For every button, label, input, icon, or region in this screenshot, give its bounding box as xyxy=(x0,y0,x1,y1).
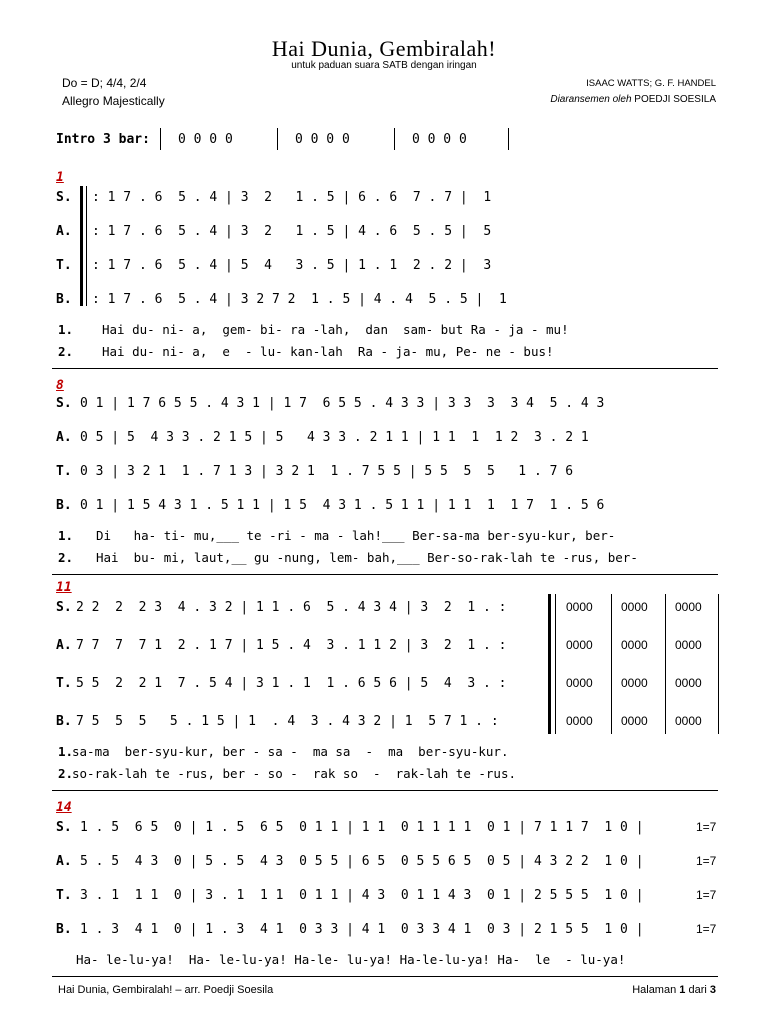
system-number: 1 xyxy=(56,170,64,185)
page-of-label: dari xyxy=(688,984,707,996)
end-key-change: 1=7 xyxy=(696,820,717,834)
bass-notes: : 1 7 . 6 5 . 4 | 3 2 7 2 1 . 5 | 4 . 4 5 . 5 | 1 xyxy=(92,292,507,307)
barline xyxy=(277,128,278,150)
voice-label-bass: B. xyxy=(56,714,72,729)
page-title: Hai Dunia, Gembiralah! xyxy=(271,36,497,61)
voice-label-soprano: S. xyxy=(56,600,72,615)
footer-title: Hai Dunia, Gembiralah! – arr. Poedji Soesila xyxy=(58,984,274,996)
barline xyxy=(611,594,612,734)
end-repeat-barline xyxy=(555,594,556,734)
lyrics-line: Di ha- ti- mu,___ te -ri - ma - lah!___ Ber-sa-ma ber-syu-kur, ber- xyxy=(96,528,616,543)
page-indicator xyxy=(632,984,716,996)
soprano-notes: 1 . 5 6 5 0 | 1 . 5 6 5 0 1 1 | 1 1 0 1 1 1 1 0 1 | 7 1 1 7 1 0 | xyxy=(80,820,644,835)
voice-label-bass: B. xyxy=(56,292,72,307)
verse-number: 2. xyxy=(58,344,74,359)
rest-bar: 0000 xyxy=(675,676,702,690)
arranged-by-label: Diaransemen oleh xyxy=(550,94,632,105)
bass-notes: 1 . 3 4 1 0 | 1 . 3 4 1 0 3 3 | 4 1 0 3 3 4 1 0 3 | 2 1 5 5 1 0 | xyxy=(80,922,644,937)
rest-bar: 0000 xyxy=(675,714,702,728)
barline xyxy=(718,594,719,734)
subtitle: untuk paduan suara SATB dengan iringan xyxy=(291,60,477,71)
rest-bar: 0000 xyxy=(621,600,648,614)
tenor-notes: : 1 7 . 6 5 . 4 | 5 4 3 . 5 | 1 . 1 2 . 2 | 3 xyxy=(92,258,492,273)
barline xyxy=(508,128,509,150)
page-current: 1 xyxy=(679,984,686,996)
verse-number: 1. xyxy=(58,322,74,337)
rest-bar: 0000 xyxy=(621,714,648,728)
verse-number: 1. xyxy=(58,744,74,759)
rest-bar: 0000 xyxy=(566,676,593,690)
voice-label-alto: A. xyxy=(56,224,72,239)
footer-divider xyxy=(52,976,718,977)
alto-notes: 0 5 | 5 4 3 3 . 2 1 5 | 5 4 3 3 . 2 1 1 | 1 1 1 1 2 3 . 2 1 xyxy=(80,430,589,445)
arranger-name: POEDJI SOESILA xyxy=(634,94,716,105)
composer-credit: ISAAC WATTS; G. F. HANDEL xyxy=(586,78,716,89)
voice-label-tenor: T. xyxy=(56,888,72,903)
lyrics-line: sa-ma ber-syu-kur, ber - sa - ma sa - ma ber-syu-kur. xyxy=(72,744,509,759)
verse-number: 2. xyxy=(58,550,74,565)
bass-notes: 7 5 5 5 5 . 1 5 | 1 . 4 3 . 4 3 2 | 1 5 7 1 . : xyxy=(76,714,499,729)
lyrics-line: so-rak-lah te -rus, ber - so - rak so - rak-lah te -rus. xyxy=(72,766,517,781)
voice-label-tenor: T. xyxy=(56,676,72,691)
page-total: 3 xyxy=(709,984,716,996)
key-meter: Do = D; 4/4, 2/4 xyxy=(62,76,147,90)
tenor-notes: 5 5 2 2 1 7 . 5 4 | 3 1 . 1 1 . 6 5 6 | 5 4 3 . : xyxy=(76,676,507,691)
voice-label-bass: B. xyxy=(56,498,72,513)
intro-label: Intro 3 bar: xyxy=(56,132,150,147)
alto-notes: 7 7 7 7 1 2 . 1 7 | 1 5 . 4 3 . 1 1 2 | 3 2 1 . : xyxy=(76,638,507,653)
page-label: Halaman xyxy=(632,984,677,996)
voice-label-soprano: S. xyxy=(56,396,72,411)
voice-label-alto: A. xyxy=(56,854,72,869)
voice-label-bass: B. xyxy=(56,922,72,937)
lyrics-line: Hai bu- mi, laut,__ gu -nung, lem- bah,___ Ber-so-rak-lah te -rus, ber- xyxy=(96,550,638,565)
tempo-marking: Allegro Majestically xyxy=(62,94,165,108)
bass-notes: 0 1 | 1 5 4 3 1 . 5 1 1 | 1 5 4 3 1 . 5 1 1 | 1 1 1 1 7 1 . 5 6 xyxy=(80,498,605,513)
soprano-notes: 2 2 2 2 3 4 . 3 2 | 1 1 . 6 5 . 4 3 4 | 3 2 1 . : xyxy=(76,600,507,615)
tenor-notes: 3 . 1 1 1 0 | 3 . 1 1 1 0 1 1 | 4 3 0 1 1 4 3 0 1 | 2 5 5 5 1 0 | xyxy=(80,888,644,903)
lyrics-line: Hai du- ni- a, gem- bi- ra -lah, dan sam- but Ra - ja - mu! xyxy=(102,322,569,337)
rest-bar: 0000 xyxy=(566,714,593,728)
system-number: 14 xyxy=(56,800,72,815)
voice-label-alto: A. xyxy=(56,638,72,653)
voice-label-soprano: S. xyxy=(56,820,72,835)
repeat-barline xyxy=(80,186,83,306)
voice-label-tenor: T. xyxy=(56,258,72,273)
end-key-change: 1=7 xyxy=(696,922,717,936)
soprano-notes: 0 1 | 1 7 6 5 5 . 4 3 1 | 1 7 6 5 5 . 4 3 3 | 3 3 3 3 4 5 . 4 3 xyxy=(80,396,605,411)
barline xyxy=(394,128,395,150)
system-number: 8 xyxy=(56,378,64,393)
soprano-notes: : 1 7 . 6 5 . 4 | 3 2 1 . 5 | 6 . 6 7 . 7 | 1 xyxy=(92,190,492,205)
intro-bar: 0 0 0 0 xyxy=(412,132,467,147)
arranger-credit xyxy=(550,94,716,105)
system-divider xyxy=(52,574,718,575)
system-divider xyxy=(52,368,718,369)
rest-bar: 0000 xyxy=(675,638,702,652)
verse-number: 2. xyxy=(58,766,74,781)
intro-bar: 0 0 0 0 xyxy=(178,132,233,147)
barline xyxy=(160,128,161,150)
barline xyxy=(665,594,666,734)
alto-notes: : 1 7 . 6 5 . 4 | 3 2 1 . 5 | 4 . 6 5 . 5 | 5 xyxy=(92,224,492,239)
end-repeat-barline xyxy=(548,594,551,734)
lyrics-line: Ha- le-lu-ya! Ha- le-lu-ya! Ha-le- lu-ya! Ha-le-lu-ya! Ha- le - lu-ya! xyxy=(76,952,626,967)
voice-label-soprano: S. xyxy=(56,190,72,205)
system-divider xyxy=(52,790,718,791)
system-number: 11 xyxy=(56,580,72,595)
rest-bar: 0000 xyxy=(566,638,593,652)
end-key-change: 1=7 xyxy=(696,888,717,902)
voice-label-alto: A. xyxy=(56,430,72,445)
tenor-notes: 0 3 | 3 2 1 1 . 7 1 3 | 3 2 1 1 . 7 5 5 | 5 5 5 5 1 . 7 6 xyxy=(80,464,574,479)
rest-bar: 0000 xyxy=(621,676,648,690)
end-key-change: 1=7 xyxy=(696,854,717,868)
alto-notes: 5 . 5 4 3 0 | 5 . 5 4 3 0 5 5 | 6 5 0 5 5 6 5 0 5 | 4 3 2 2 1 0 | xyxy=(80,854,644,869)
intro-bar: 0 0 0 0 xyxy=(295,132,350,147)
lyrics-line: Hai du- ni- a, e - lu- kan-lah Ra - ja- mu, Pe- ne - bus! xyxy=(102,344,554,359)
verse-number: 1. xyxy=(58,528,74,543)
voice-label-tenor: T. xyxy=(56,464,72,479)
rest-bar: 0000 xyxy=(566,600,593,614)
rest-bar: 0000 xyxy=(675,600,702,614)
rest-bar: 0000 xyxy=(621,638,648,652)
repeat-barline xyxy=(86,186,87,306)
